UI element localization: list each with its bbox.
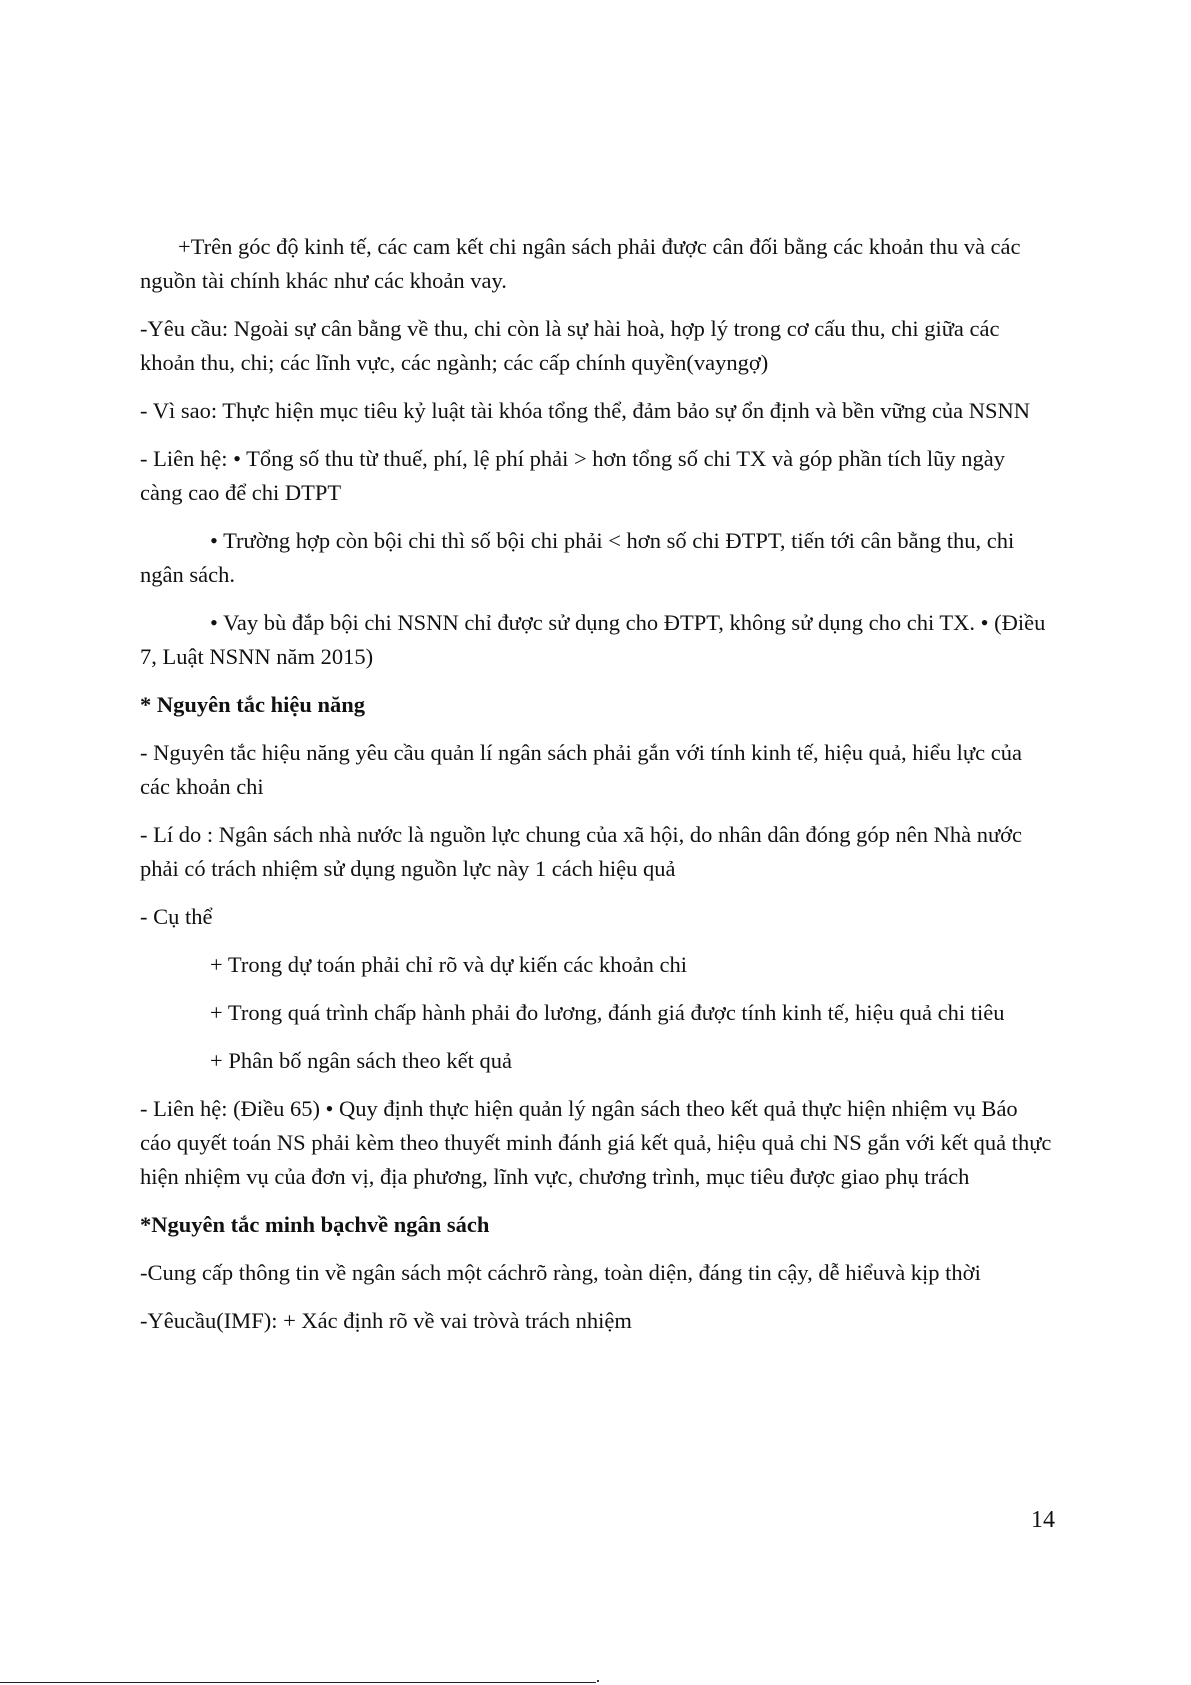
- paragraph-specifics: - Cụ thể: [140, 904, 213, 929]
- paragraph-borrowing: • Vay bù đắp bội chi NSNN chỉ được sử dụng cho ĐTPT, không sử dụng cho chi TX. • (Điều 7, Luật NSNN năm 2015): [140, 610, 1046, 669]
- paragraph-economic-balance: +Trên góc độ kinh tế, các cam kết chi ngân sách phải được cân đối bằng các khoản thu và các nguồn tài chính khác như các khoản vay.: [140, 234, 1021, 293]
- paragraph-imf-requirement: -Yêucầu(IMF): + Xác định rõ về vai tròvà trách nhiệm: [140, 1308, 632, 1333]
- paragraph-article-65: - Liên hệ: (Điều 65) • Quy định thực hiện quản lý ngân sách theo kết quả thực hiện nhiệm vụ Báo cáo quyết toán NS phải kèm theo thuyết minh đánh giá kết quả, hiệu quả chi NS gắn với kết quả thực hiện nhiệm vụ của đơn vị, địa phương, lĩnh vực, chương trình, mục tiêu được giao phụ trách: [140, 1096, 1052, 1189]
- paragraph-execution: + Trong quá trình chấp hành phải đo lương, đánh giá được tính kinh tế, hiệu quả chi tiêu: [210, 1000, 1005, 1025]
- paragraph-estimate: + Trong dự toán phải chỉ rõ và dự kiến các khoản chi: [210, 952, 687, 977]
- page-number: 14: [1031, 1507, 1055, 1533]
- paragraph-deficit-case: • Trường hợp còn bội chi thì số bội chi phải < hơn số chi ĐTPT, tiến tới cân bằng thu, chi ngân sách.: [140, 528, 1015, 587]
- paragraph-relation-revenue: - Liên hệ: • Tổng số thu từ thuế, phí, lệ phí phải > hơn tổng số chi TX và góp phần tích lũy ngày càng cao để chi DTPT: [140, 446, 1005, 505]
- paragraph-requirement: -Yêu cầu: Ngoài sự cân bằng về thu, chi còn là sự hài hoà, hợp lý trong cơ cấu thu, chi giữa các khoản thu, chi; các lĩnh vực, các ngành; các cấp chính quyền(vayngợ): [140, 316, 1000, 375]
- heading-transparency-principle: *Nguyên tắc minh bạchvề ngân sách: [140, 1212, 490, 1237]
- paragraph-transparency-info: -Cung cấp thông tin về ngân sách một cáchrõ ràng, toàn diện, đáng tin cậy, dễ hiểuvà kịp thời: [140, 1260, 981, 1285]
- footer-rule-tick: [597, 1680, 599, 1682]
- paragraph-efficiency-definition: - Nguyên tắc hiệu năng yêu cầu quản lí ngân sách phải gắn với tính kinh tế, hiệu quả, hiểu lực của các khoản chi: [140, 740, 1022, 799]
- paragraph-allocation: + Phân bố ngân sách theo kết quả: [210, 1048, 512, 1073]
- heading-efficiency-principle: * Nguyên tắc hiệu năng: [140, 692, 366, 717]
- footer-rule: [0, 1682, 596, 1683]
- page-body: [140, 230, 1052, 1352]
- paragraph-efficiency-reason: - Lí do : Ngân sách nhà nước là nguồn lực chung của xã hội, do nhân dân đóng góp nên Nhà nước phải có trách nhiệm sử dụng nguồn lực này 1 cách hiệu quả: [140, 822, 1023, 881]
- paragraph-reason: - Vì sao: Thực hiện mục tiêu kỷ luật tài khóa tổng thể, đảm bảo sự ổn định và bền vững của NSNN: [140, 398, 1030, 423]
